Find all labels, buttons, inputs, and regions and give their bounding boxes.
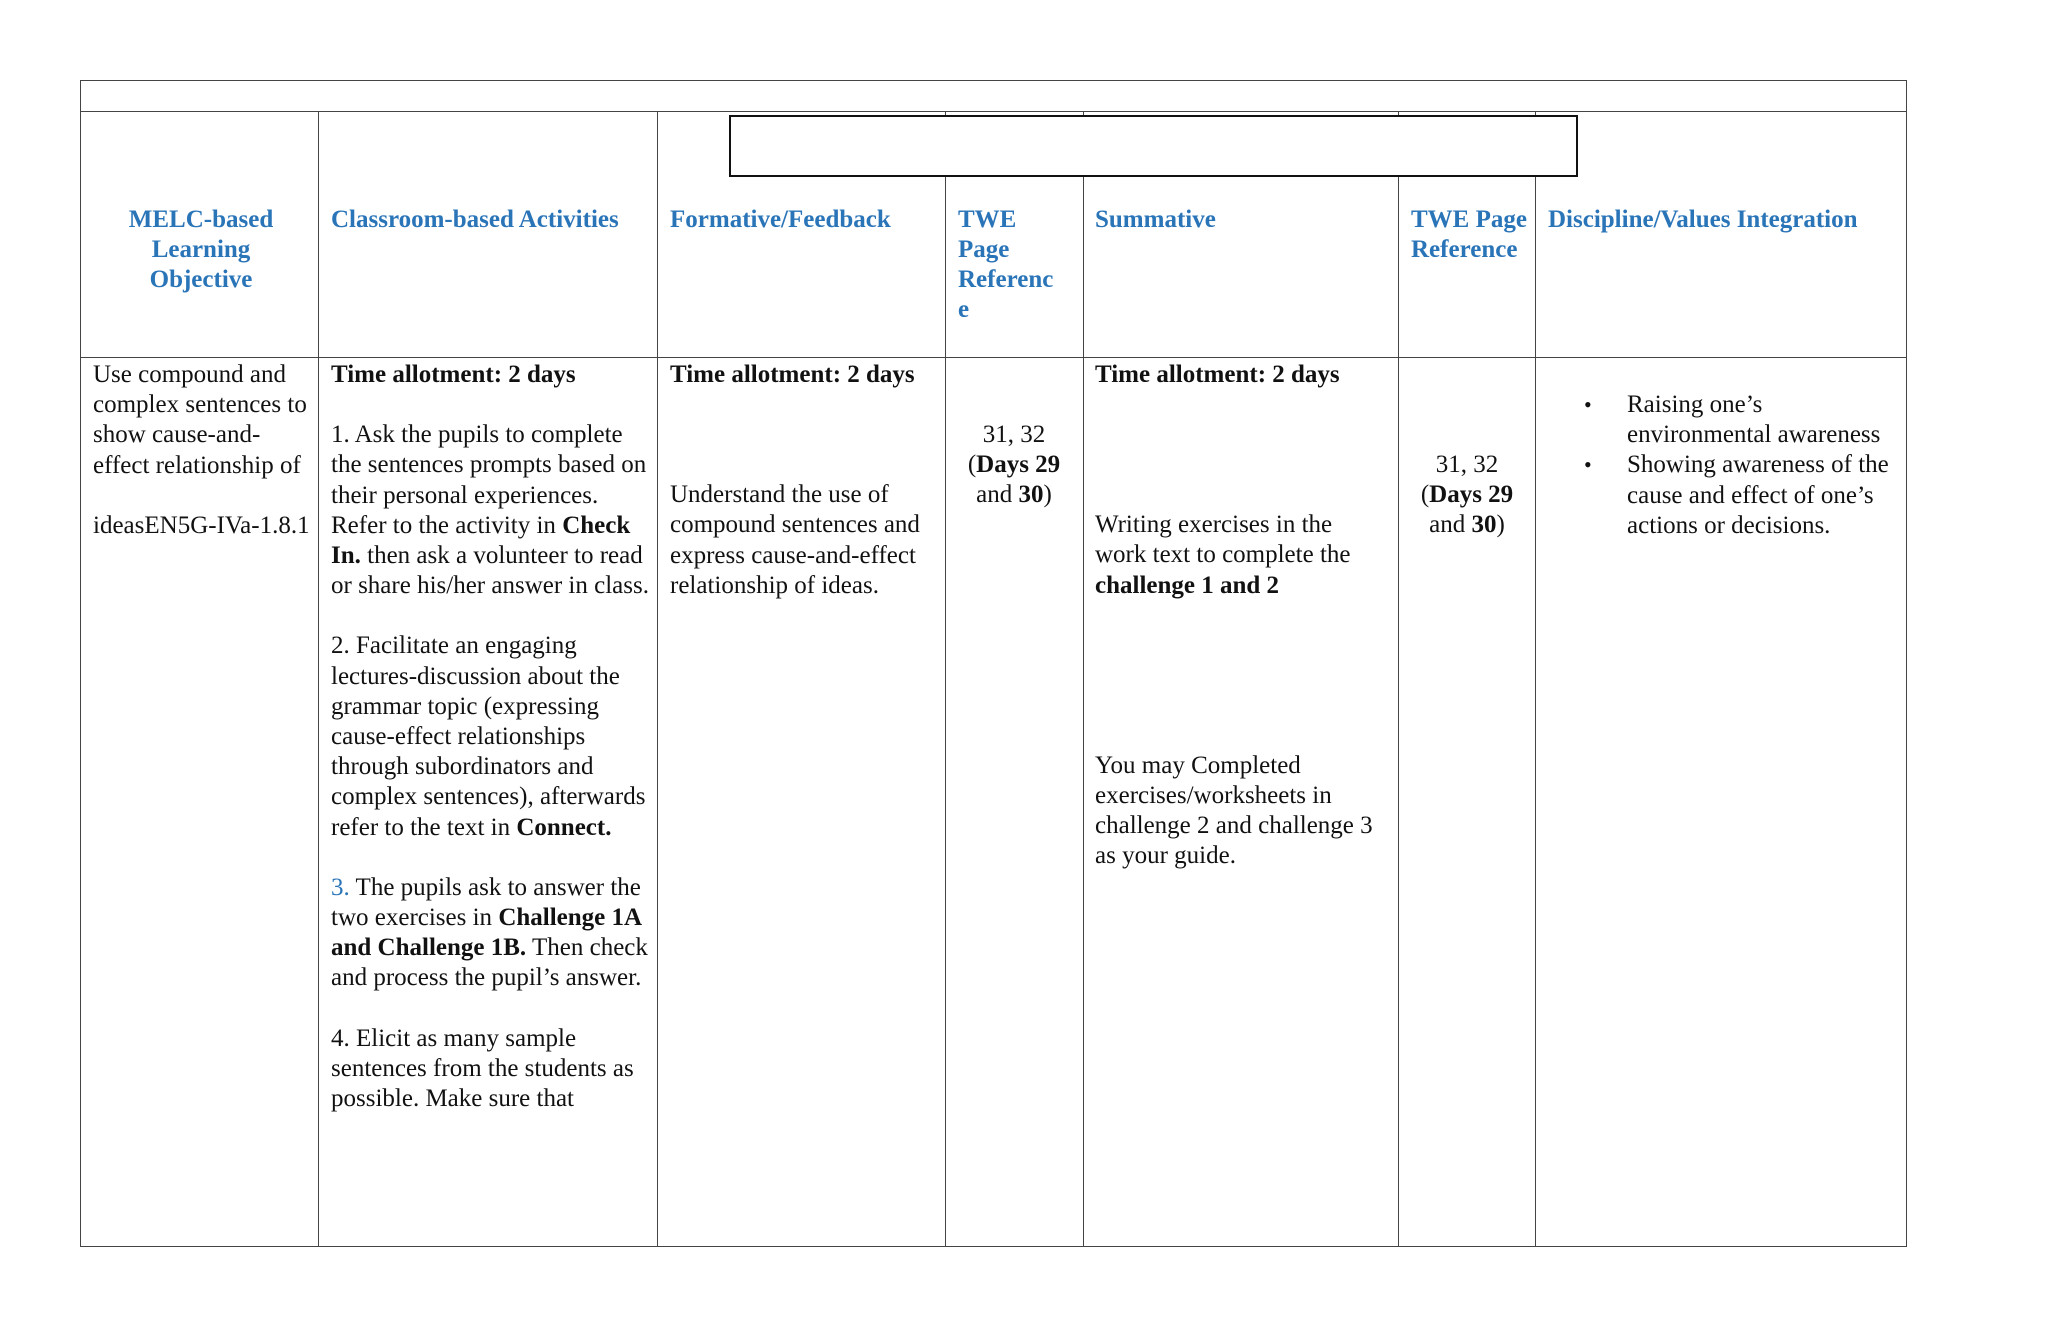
formative-cell [670, 360, 952, 601]
header-activities: Classroom-based Activities [331, 206, 619, 233]
activity-step-1-text: 1. Ask the pupils to complete the sentences prompts based on their personal experiences. Refer to the activity in [331, 421, 647, 539]
twe-ref-1-close: ) [1043, 481, 1052, 509]
column-divider-5 [1398, 111, 1399, 1247]
summative-challenge-ref: challenge 1 and 2 [1095, 571, 1280, 599]
column-divider-2 [657, 111, 658, 1247]
twe-ref-1-open: ( [967, 451, 977, 479]
twe-ref-2-pages: 31, 32 [1435, 451, 1499, 478]
activity-step-4: 4. Elicit as many sample sentences from the students as possible. Make sure that [331, 1024, 634, 1113]
activity-step-1 [331, 420, 653, 601]
summative-time-allotment: Time allotment: 2 days [1095, 361, 1340, 388]
header-values: Discipline/Values Integration [1548, 206, 1858, 233]
twe-ref-2-cell [1399, 450, 1535, 541]
activity-step-3-text: The pupils ask to answer the two exercises in [331, 873, 641, 932]
twe-ref-1-cell [946, 420, 1082, 511]
twe-ref-1-days-a: Days 29 [976, 451, 1061, 479]
twe-ref-2-open: ( [1420, 481, 1430, 509]
activity-step-3-tail: Then check and process the pupil’s answer. [331, 934, 648, 992]
twe-ref-2-close: ) [1496, 511, 1505, 539]
values-item-text: Raising one’s environmental awareness [1627, 391, 1881, 449]
column-divider-1 [318, 111, 319, 1247]
learning-objective: Use compound and complex sentences to show cause-and-effect relationship of [93, 361, 307, 479]
melc-code: ideasEN5G-IVa-1.8.1 [93, 511, 310, 539]
values-item-text: Showing awareness of the cause and effect of one’s actions or decisions. [1627, 451, 1889, 539]
column-divider-6 [1535, 111, 1536, 1247]
values-item [1584, 450, 1897, 541]
twe-ref-2-and: and [1429, 511, 1472, 539]
twe-ref-1-days [946, 450, 1082, 510]
bullet-icon: • [1584, 452, 1592, 478]
column-divider-4 [1083, 111, 1084, 1247]
header-summative: Summative [1095, 206, 1216, 233]
twe-ref-1-and: and [976, 481, 1019, 509]
bullet-icon: • [1584, 392, 1592, 417]
summative-text-2: You may Completed exercises/worksheets in challenge 2 and challenge 3 as your guide. [1095, 751, 1373, 870]
column-divider-3 [945, 111, 946, 1247]
title-row-divider [80, 111, 1907, 112]
twe-ref-1-pages: 31, 32 [982, 421, 1046, 448]
formative-text: Understand the use of compound sentences and express cause-and-effect relationship of ideas. [670, 481, 920, 599]
melc-cell [93, 360, 313, 541]
activities-cell [331, 360, 653, 1114]
activity-step-1-tail: then ask a volunteer to read or share his/her answer in class. [331, 542, 649, 600]
values-list [1584, 390, 1897, 541]
activity-step-2 [331, 631, 653, 842]
header-twe-page-ref-1: TWE Page Referenc e [958, 206, 1054, 323]
summative-text-1-main: Writing exercises in the work text to complete the [1095, 511, 1351, 569]
summative-text-1 [1095, 510, 1375, 601]
activity-step-3-number: 3. [331, 873, 350, 901]
twe-ref-1-days-b: 30 [1018, 481, 1044, 509]
twe-ref-2-days [1399, 480, 1535, 540]
summative-cell [1095, 360, 1385, 872]
connect-ref: Connect. [516, 813, 612, 841]
twe-ref-2-days-b: 30 [1471, 511, 1497, 539]
header-row-divider [80, 357, 1907, 358]
header-twe-page-ref-2: TWE Page Reference [1411, 206, 1527, 263]
values-cell [1584, 390, 1897, 541]
formative-time-allotment: Time allotment: 2 days [670, 361, 915, 388]
check-in-ref: Check In. [331, 511, 631, 570]
header-melc: MELC-based Learning Objective [128, 206, 274, 293]
activity-step-2-text: 2. Facilitate an engaging lectures-discussion about the grammar topic (expressing cause-effect relationships through subordinators and complex sentences), afterwards refer to the text in [331, 632, 646, 841]
header-formative: Formative/Feedback [670, 206, 891, 233]
values-item [1584, 390, 1897, 450]
twe-ref-2-days-a: Days 29 [1429, 481, 1514, 509]
activities-time-allotment: Time allotment: 2 days [331, 361, 576, 388]
assessment-header-box [729, 115, 1578, 177]
challenge-ref: Challenge 1A and Challenge 1B. [331, 904, 641, 962]
activity-step-3 [331, 873, 653, 994]
